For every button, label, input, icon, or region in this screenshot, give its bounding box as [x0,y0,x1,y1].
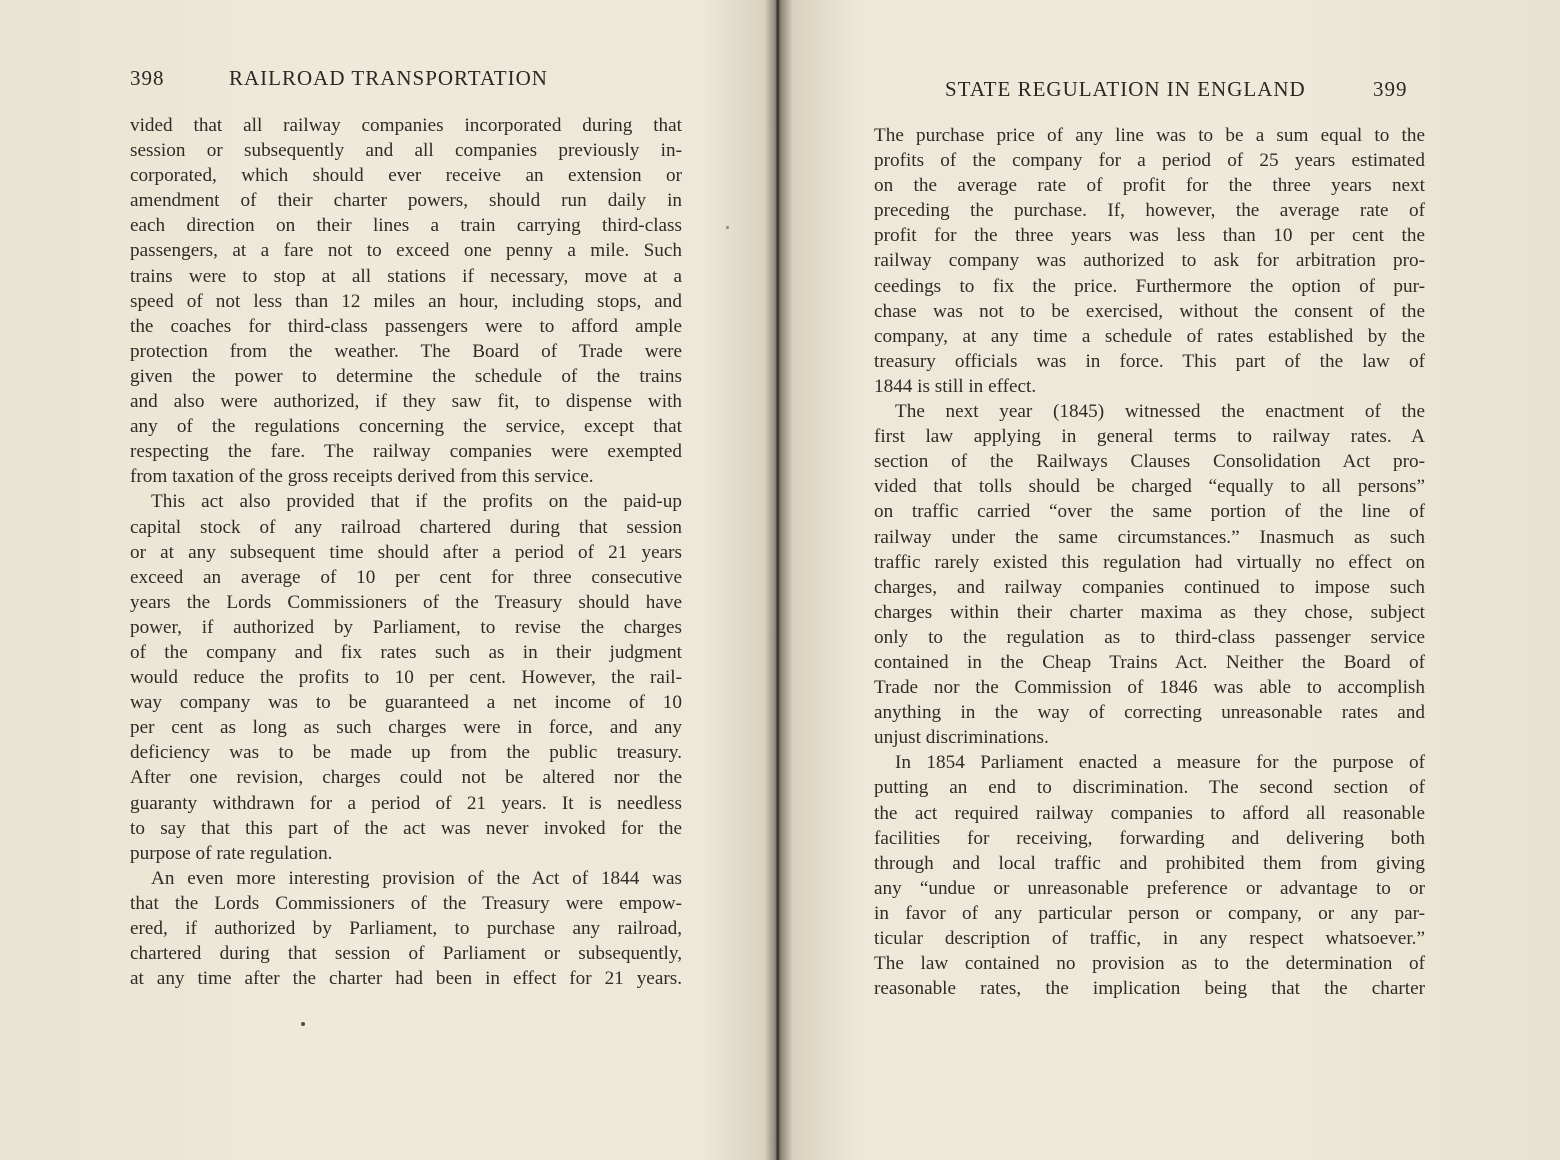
text-line: session or subsequently and all companies previously in- [130,140,682,162]
text-line: respecting the fare. The railway companies were exempted [130,441,682,463]
text-line: on traffic carried “over the same portion of the line of [874,501,1425,523]
text-line: anything in the way of correcting unreasonable rates and [874,702,1425,724]
text-line: years the Lords Commissioners of the Treasury should have [130,591,682,613]
text-line: first law applying in general terms to railway rates. A [874,426,1425,448]
text-line: or at any subsequent time should after a period of 21 years [130,541,682,563]
text-line: of the company and fix rates such as in their judgment [130,641,682,663]
text-line: reasonable rates, the implication being that the charter [874,978,1425,1000]
body-text [130,113,682,991]
text-line: and also were authorized, if they saw fit, to dispense with [130,391,682,413]
text-line: treasury officials was in force. This part of the law of [874,350,1425,372]
text-line: given the power to determine the schedule of the trains [130,365,682,387]
text-line: 1844 is still in effect. [874,375,1037,397]
text-line: profits of the company for a period of 25 years estimated [874,150,1425,172]
text-line: exceed an average of 10 per cent for three consecutive [130,566,682,588]
page-number: 398 [130,66,165,90]
text-line: any of the regulations concerning the service, except that [130,416,682,438]
text-line: passengers, at a fare not to exceed one penny a mile. Such [130,240,682,262]
text-line: way company was to be guaranteed a net income of 10 [130,692,682,714]
text-line: guaranty withdrawn for a period of 21 years. It is needless [130,792,682,814]
running-head: STATE REGULATION IN ENGLAND [945,77,1306,101]
text-line: at any time after the charter had been in effect for 21 years. [130,968,682,990]
text-line: chase was not to be exercised, without the consent of the [874,300,1425,322]
text-line: The law contained no provision as to the determination of [874,953,1425,975]
text-line: section of the Railways Clauses Consolidation Act pro- [874,451,1425,473]
text-line: ered, if authorized by Parliament, to purchase any railroad, [130,918,682,939]
text-line: on the average rate of profit for the three years next [874,175,1425,197]
text-line: chartered during that session of Parliament or subsequently, [130,943,682,965]
text-line: railway under the same circumstances.” Inasmuch as such [874,526,1425,548]
text-line: unjust discriminations. [874,727,1049,749]
text-line: the coaches for third-class passengers were to afford ample [130,315,682,337]
text-line: only to the regulation as to third-class passenger service [874,626,1425,648]
text-line: The purchase price of any line was to be a sum equal to the [874,125,1425,146]
text-line: per cent as long as such charges were in force, and any [130,717,682,739]
text-line: The next year (1845) witnessed the enactment of the [895,401,1425,423]
text-line: railway company was authorized to ask for arbitration pro- [874,250,1425,272]
body-text [874,123,1425,1001]
text-line: ceedings to fix the price. Furthermore the option of pur- [874,275,1425,297]
text-line: to say that this part of the act was never invoked for the [130,817,682,839]
text-line: In 1854 Parliament enacted a measure for the purpose of [895,752,1425,774]
text-line: in favor of any particular person or company, or any par- [874,902,1425,924]
text-line: each direction on their lines a train carrying third-class [130,215,682,237]
text-line: After one revision, charges could not be altered nor the [130,767,682,789]
paper-speck [726,226,729,229]
text-line: facilities for receiving, forwarding and delivering both [874,827,1425,849]
text-line: corporated, which should ever receive an extension or [130,165,682,187]
text-line: This act also provided that if the profits on the paid-up [151,491,682,513]
text-line: any “undue or unreasonable preference or advantage to or [874,877,1425,899]
text-line: deficiency was to be made up from the public treasury. [130,742,682,764]
text-line: putting an end to discrimination. The second section of [874,777,1425,799]
running-head: RAILROAD TRANSPORTATION [229,66,548,90]
text-line: the act required railway companies to afford all reasonable [874,802,1425,824]
left-page [0,0,775,1160]
text-line: power, if authorized by Parliament, to revise the charges [130,616,682,638]
text-line: protection from the weather. The Board of Trade were [130,340,682,362]
text-line: amendment of their charter powers, should run daily in [130,190,682,212]
text-line: purpose of rate regulation. [130,842,333,864]
right-page [785,0,1560,1160]
text-line: ticular description of traffic, in any respect whatsoever.” [874,928,1425,949]
text-line: from taxation of the gross receipts derived from this service. [130,466,594,488]
text-line: vided that tolls should be charged “equally to all persons” [874,476,1425,498]
text-line: that the Lords Commissioners of the Treasury were empow- [130,892,682,914]
text-line: capital stock of any railroad chartered during that session [130,516,682,538]
text-line: speed of not less than 12 miles an hour, including stops, and [130,290,682,312]
paper-speck [301,1022,305,1026]
text-line: An even more interesting provision of the Act of 1844 was [151,867,682,889]
text-line: profit for the three years was less than 10 per cent the [874,225,1425,247]
text-line: through and local traffic and prohibited them from giving [874,852,1425,874]
text-line: charges, and railway companies continued to impose such [874,576,1425,598]
text-line: charges within their charter maxima as they chose, subject [874,601,1425,623]
text-line: company, at any time a schedule of rates established by the [874,325,1425,347]
text-line: Trade nor the Commission of 1846 was able to accomplish [874,677,1425,699]
text-line: trains were to stop at all stations if necessary, move at a [130,265,682,287]
text-line: traffic rarely existed this regulation had virtually no effect on [874,551,1425,573]
text-line: would reduce the profits to 10 per cent. However, the rail- [130,667,682,689]
text-line: vided that all railway companies incorporated during that [130,115,682,136]
text-line: contained in the Cheap Trains Act. Neither the Board of [874,651,1425,673]
page-number: 399 [1373,77,1408,101]
text-line: preceding the purchase. If, however, the average rate of [874,200,1425,222]
